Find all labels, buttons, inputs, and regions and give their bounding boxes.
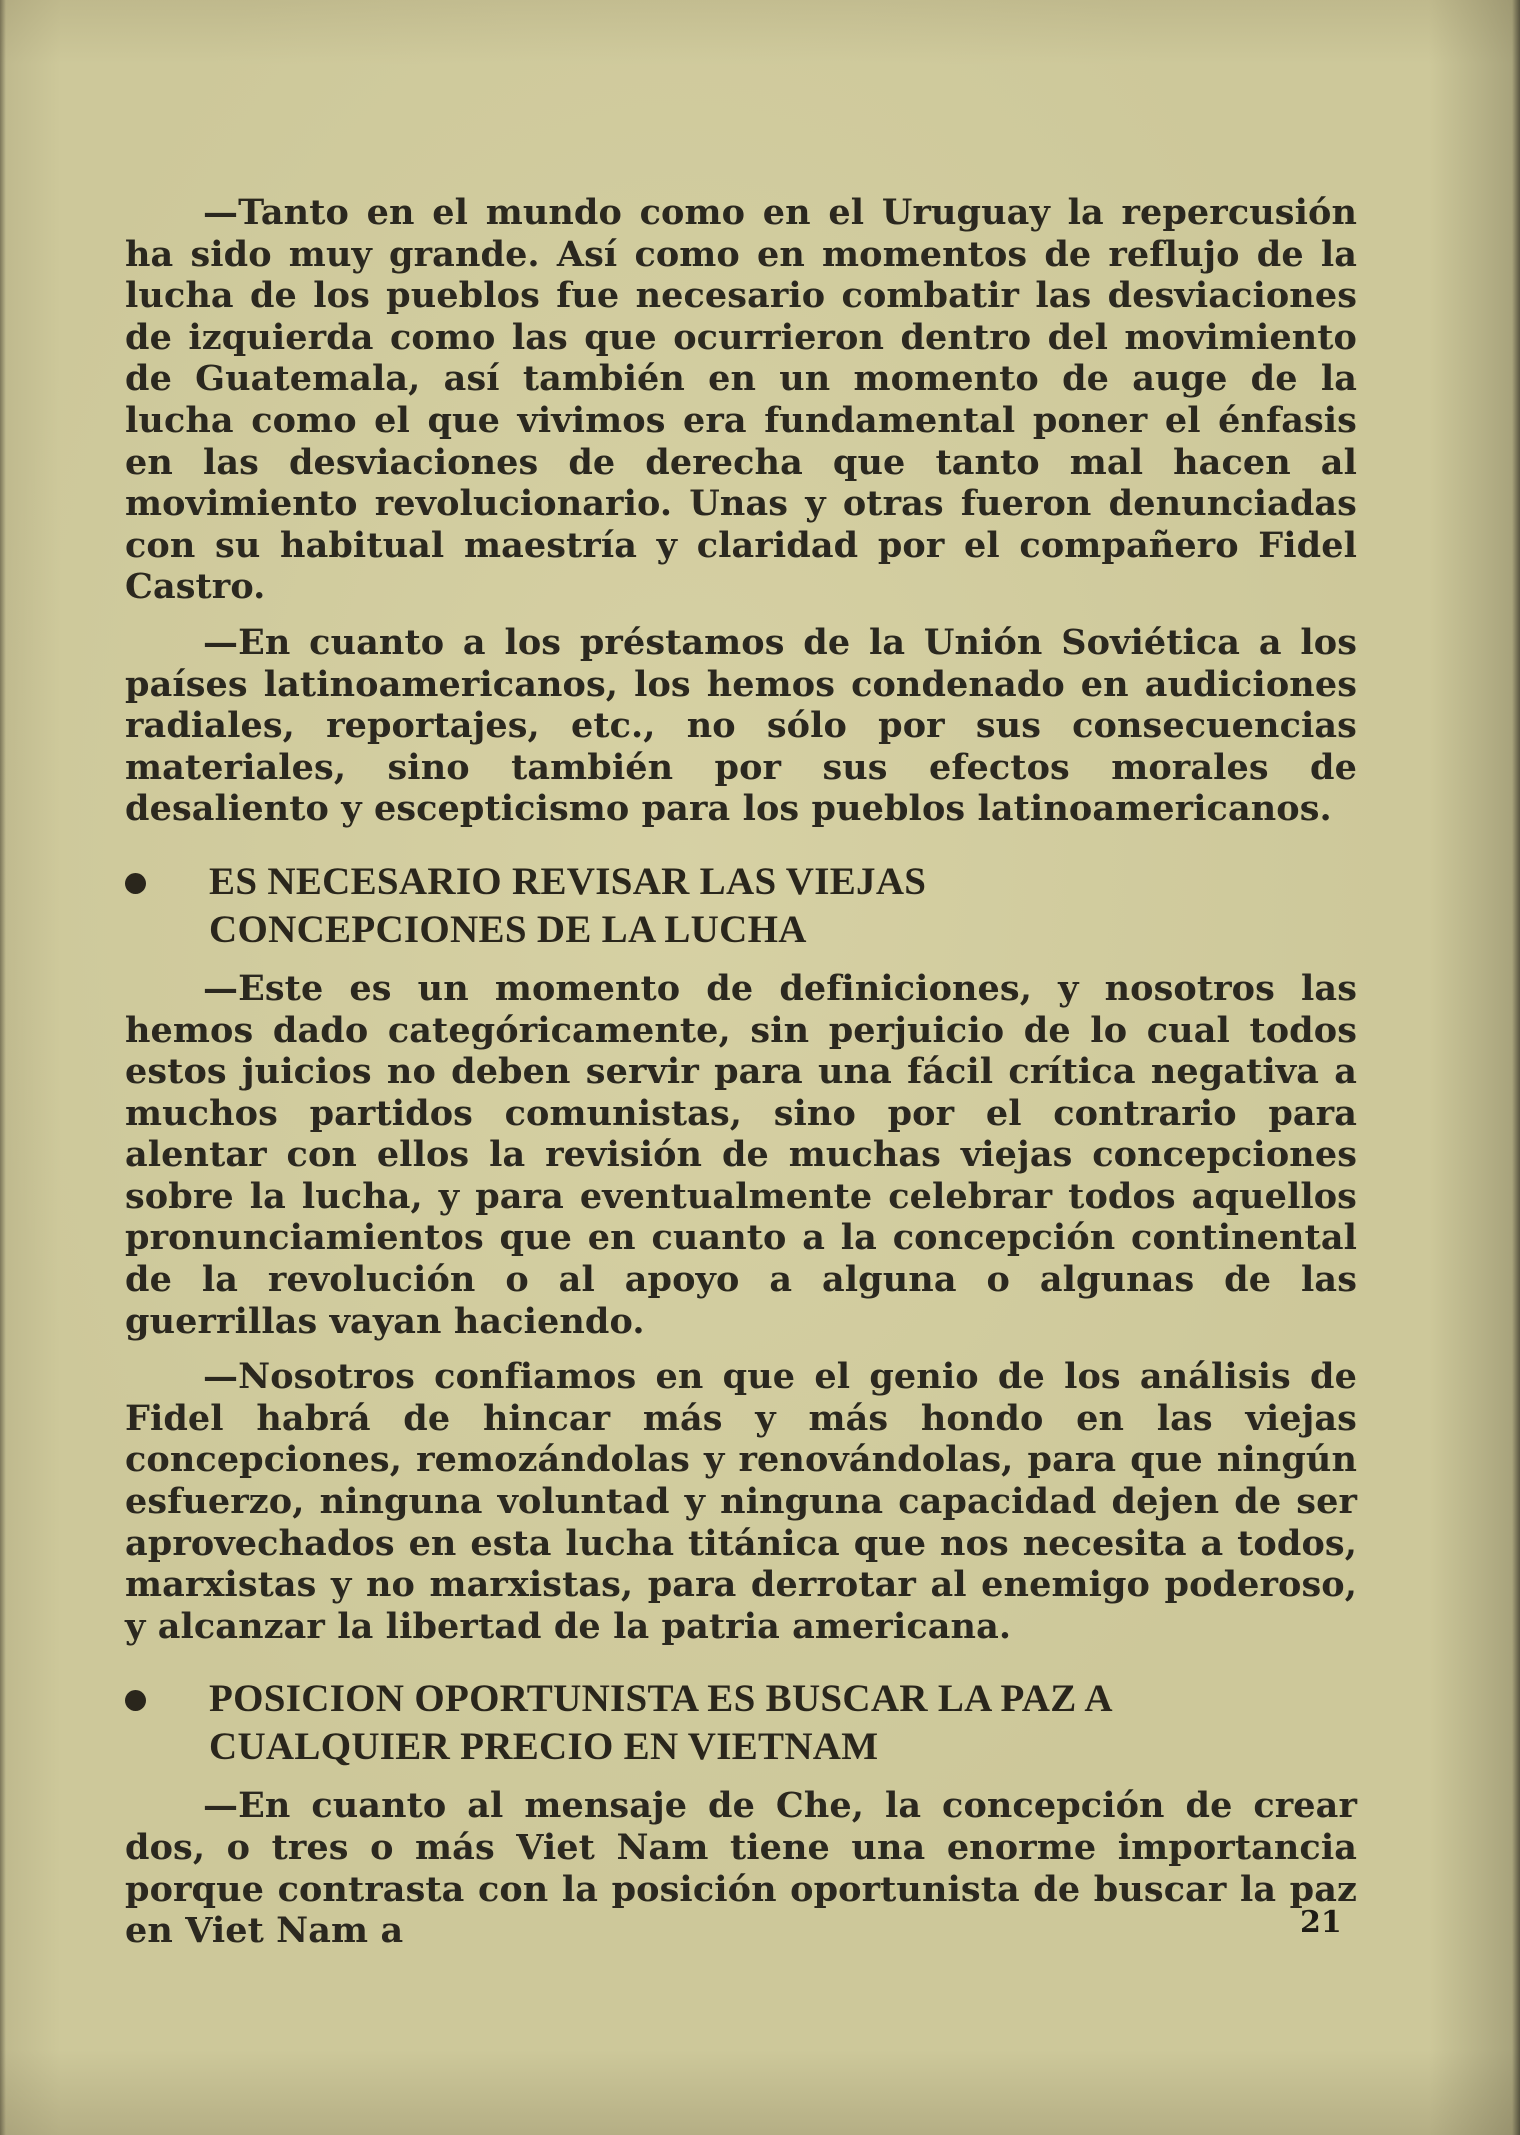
section-heading-posicion-oportunista — [125, 1675, 1357, 1771]
paragraph-repercusion: —Tanto en el mundo como en el Uruguay la repercusión ha sido muy grande. Así como en momentos de reflujo de la lucha de los pueblos fue necesario combatir las desviaciones de izquierda como las que ocurrieron dentro del movimiento de Guatemala, así también en un momento de auge de la lucha como el que vivimos era fundamental poner el énfasis en las desviaciones de derecha que tanto mal hacen al movimiento revolucionario. Unas y otras fueron denunciadas con su habitual maestría y claridad por el compañero Fidel Castro. — [125, 192, 1357, 608]
heading-line: CONCEPCIONES DE LA LUCHA — [209, 907, 807, 951]
page-body — [125, 192, 1357, 1966]
paragraph-prestamos: —En cuanto a los préstamos de la Unión Soviética a los países latinoamericanos, los hemos condenado en audiciones radiales, reportajes, etc., no sólo por sus consecuencias materiales, sino también por sus efectos morales de desaliento y escepticismo para los pueblos latinoamericanos. — [125, 621, 1357, 830]
bullet-icon — [125, 1690, 146, 1711]
page-left-edge-shadow — [0, 0, 6, 2135]
bullet-icon — [125, 873, 146, 894]
paragraph-mensaje-che: —En cuanto al mensaje de Che, la concepción de crear dos, o tres o más Viet Nam tiene una enorme importancia porque contrasta con la posición oportunista de buscar la paz en Viet Nam a — [125, 1785, 1357, 1952]
paragraph-definiciones: —Este es un momento de definiciones, y nosotros las hemos dado categóricamente, sin perjuicio de lo cual todos estos juicios no deben servir para una fácil crítica negativa a muchos partidos comunistas, sino por el contrario para alentar con ellos la revisión de muchas viejas concepciones sobre la lucha, y para eventualmente celebrar todos aquellos pronunciamientos que en cuanto a la concepción continental de la revolución o al apoyo a alguna o algunas de las guerrillas vayan haciendo. — [125, 967, 1357, 1342]
heading-line: POSICION OPORTUNISTA ES BUSCAR LA PAZ A — [209, 1677, 1113, 1721]
page-right-edge-shadow — [1512, 0, 1520, 2135]
paragraph-genio-fidel: —Nosotros confiamos en que el genio de los análisis de Fidel habrá de hincar más y más hondo en las viejas concepciones, remozándolas y renovándolas, para que ningún esfuerzo, ninguna voluntad y ninguna capacidad dejen de ser aprovechados en esta lucha titánica que nos necesita a todos, marxistas y no marxistas, para derrotar al enemigo poderoso, y alcanzar la libertad de la patria americana. — [125, 1356, 1357, 1647]
page-number: 21 — [1300, 1905, 1342, 1940]
heading-line: ES NECESARIO REVISAR LAS VIEJAS — [209, 859, 927, 903]
heading-line: CUALQUIER PRECIO EN VIETNAM — [209, 1725, 879, 1769]
section-heading-revisar-concepciones — [125, 858, 1357, 954]
